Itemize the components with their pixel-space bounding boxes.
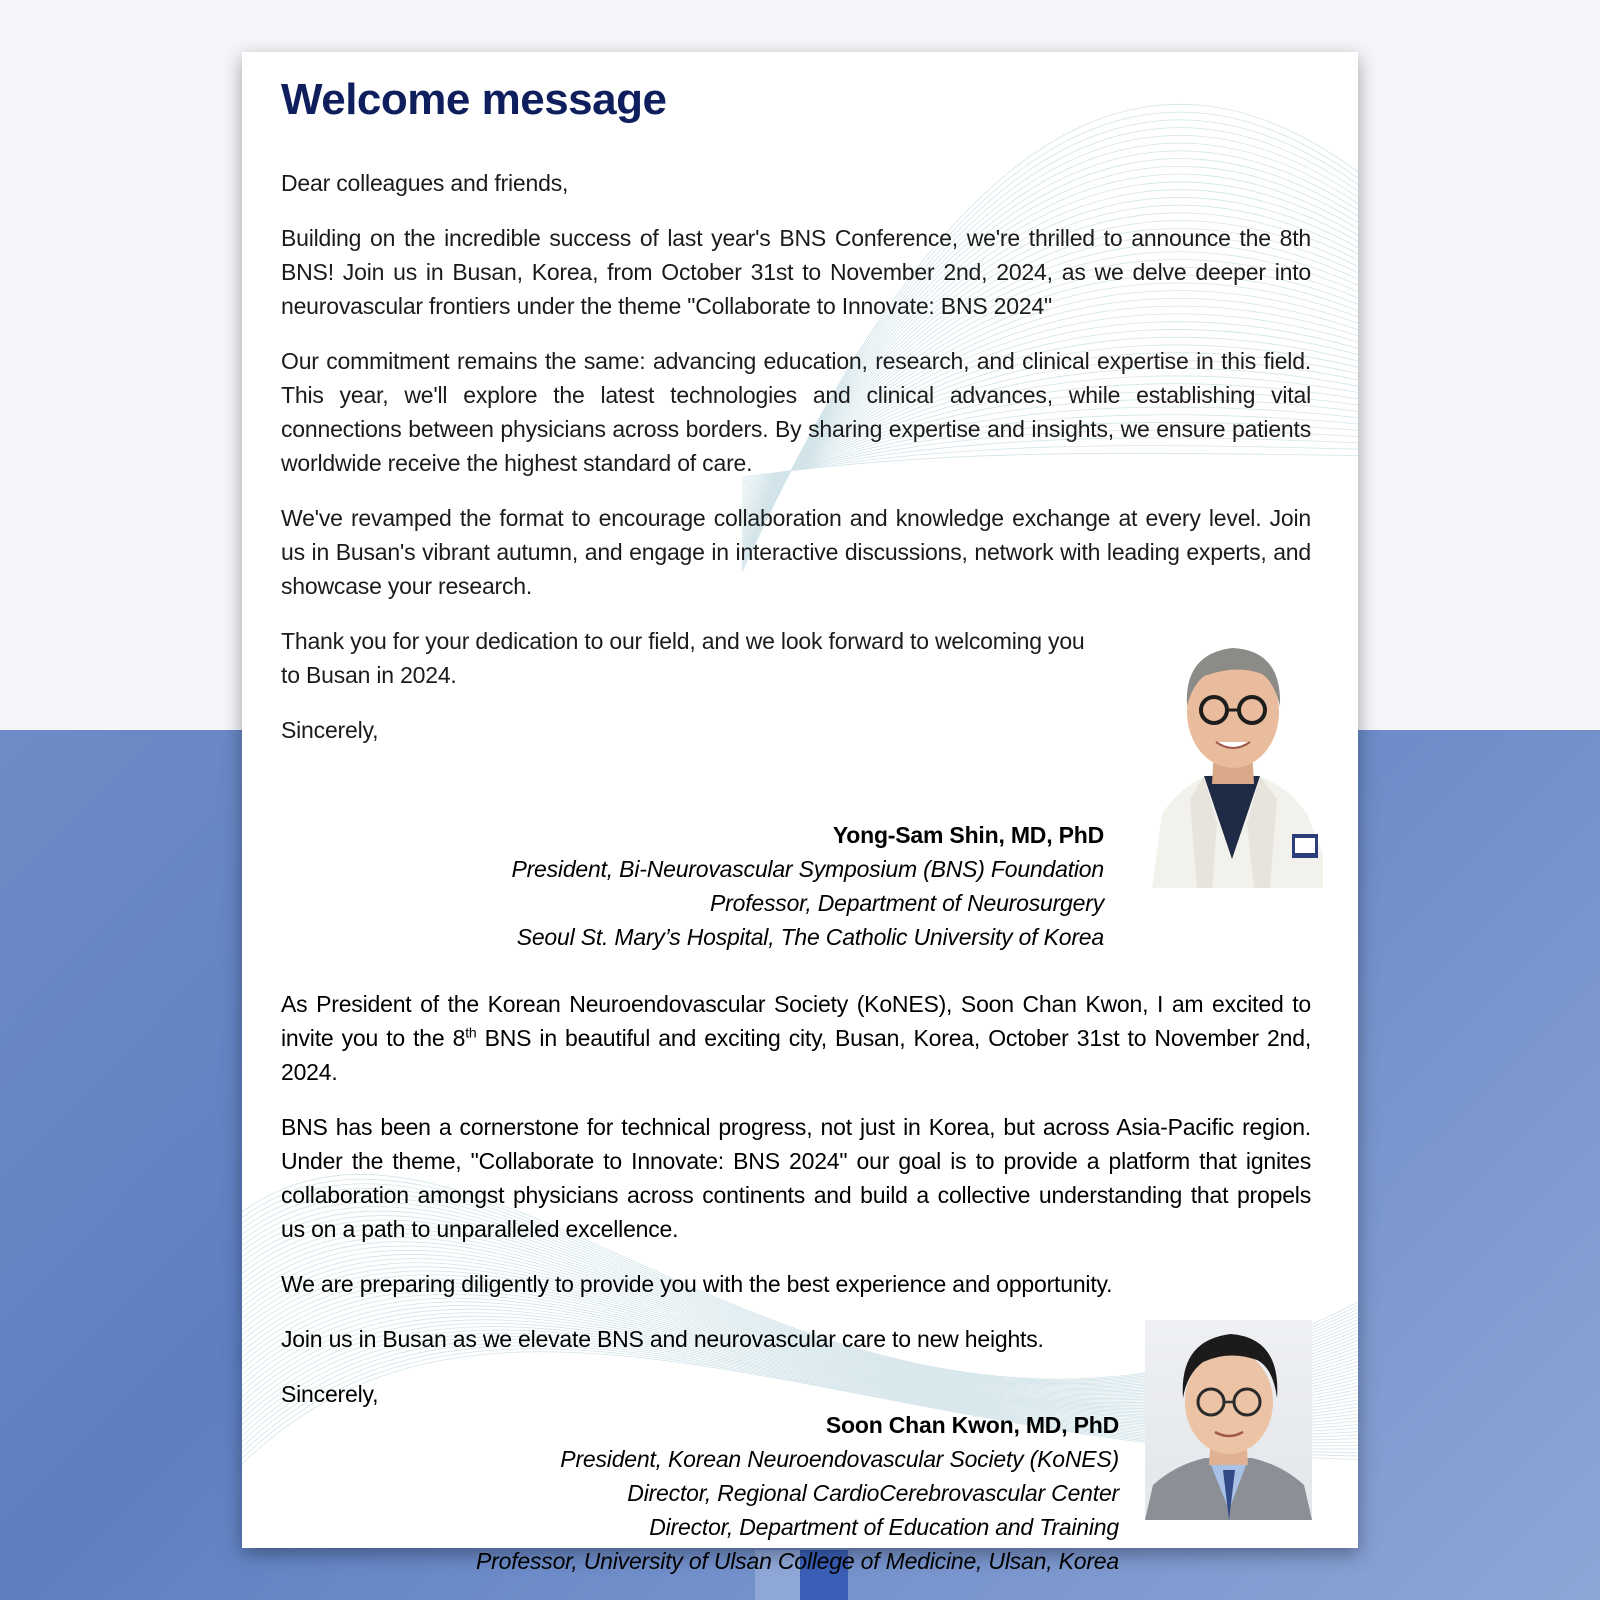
paragraph: Our commitment remains the same: advancing education, research, and clinical expertise in this field. This year, we'll explore the latest technologies and clinical advances, while establishing vital connections between physicians across borders. By sharing expertise and insights, we ensure patients worldwide receive the highest standard of care. [281, 348, 1311, 477]
paragraph: We've revamped the format to encourage collaboration and knowledge exchange at every level. Join us in Busan's vibrant autumn, and engage in interactive discussions, network with leading experts, and showcase your research. [281, 505, 1311, 600]
text-segment: As President of the Korean Neuroendovascular Society (KoNES), Soon Chan Kwon, I am excited to invite you to the 8 [281, 991, 1311, 1051]
signer-role: Seoul St. Mary’s Hospital, The Catholic University of Korea [516, 924, 1104, 950]
signer-role: President, Korean Neuroendovascular Society (KoNES) [560, 1446, 1119, 1472]
signer-role: Professor, Department of Neurosurgery [710, 890, 1104, 916]
paragraph: BNS has been a cornerstone for technical progress, not just in Korea, but across Asia-Pacific region. Under the theme, "Collaborate to Innovate: BNS 2024" our goal is to provide a platform that ignites collaboration amongst physicians across continents and build a collective understanding that propels us on a path to unparalleled excellence. [281, 1114, 1311, 1242]
paragraph: We are preparing diligently to provide you with the best experience and opportunity. [281, 1271, 1113, 1297]
portrait-photo-shin [1142, 624, 1323, 888]
paragraph: Thank you for your dedication to our field, and we look forward to welcoming you to Busan in 2024. [281, 628, 1085, 689]
paragraph: Join us in Busan as we elevate BNS and neurovascular care to new heights. [281, 1326, 1044, 1352]
signer-name: Yong-Sam Shin, MD, PhD [832, 822, 1104, 848]
paragraph [281, 987, 1311, 1089]
portrait-photo-kwon [1145, 1320, 1312, 1520]
closing: Sincerely, [281, 1381, 379, 1407]
letter-page [242, 52, 1358, 1574]
signature-block-kwon [281, 1408, 1119, 1578]
signer-role: Director, Regional CardioCerebrovascular Center [627, 1480, 1119, 1506]
greeting: Dear colleagues and friends, [281, 170, 569, 197]
paragraph: Building on the incredible success of last year's BNS Conference, we're thrilled to announce the 8th BNS! Join us in Busan, Korea, from October 31st to November 2nd, 2024, as we delve deeper into neurovascular frontiers under the theme "Collaborate to Innovate: BNS 2024" [281, 225, 1311, 320]
page-title: Welcome message [281, 75, 667, 124]
signer-name: Soon Chan Kwon, MD, PhD [825, 1412, 1119, 1438]
signature-block-shin [281, 818, 1104, 954]
closing: Sincerely, [281, 717, 379, 744]
signer-role: President, Bi-Neurovascular Symposium (BNS) Foundation [511, 856, 1104, 882]
signer-role: Professor, University of Ulsan College of Medicine, Ulsan, Korea [476, 1548, 1119, 1574]
superscript: th [465, 1024, 477, 1041]
text-segment: BNS in beautiful and exciting city, Busan, Korea, October 31st to November 2nd, 2024. [281, 1025, 1312, 1085]
signer-role: Director, Department of Education and Training [649, 1514, 1119, 1540]
